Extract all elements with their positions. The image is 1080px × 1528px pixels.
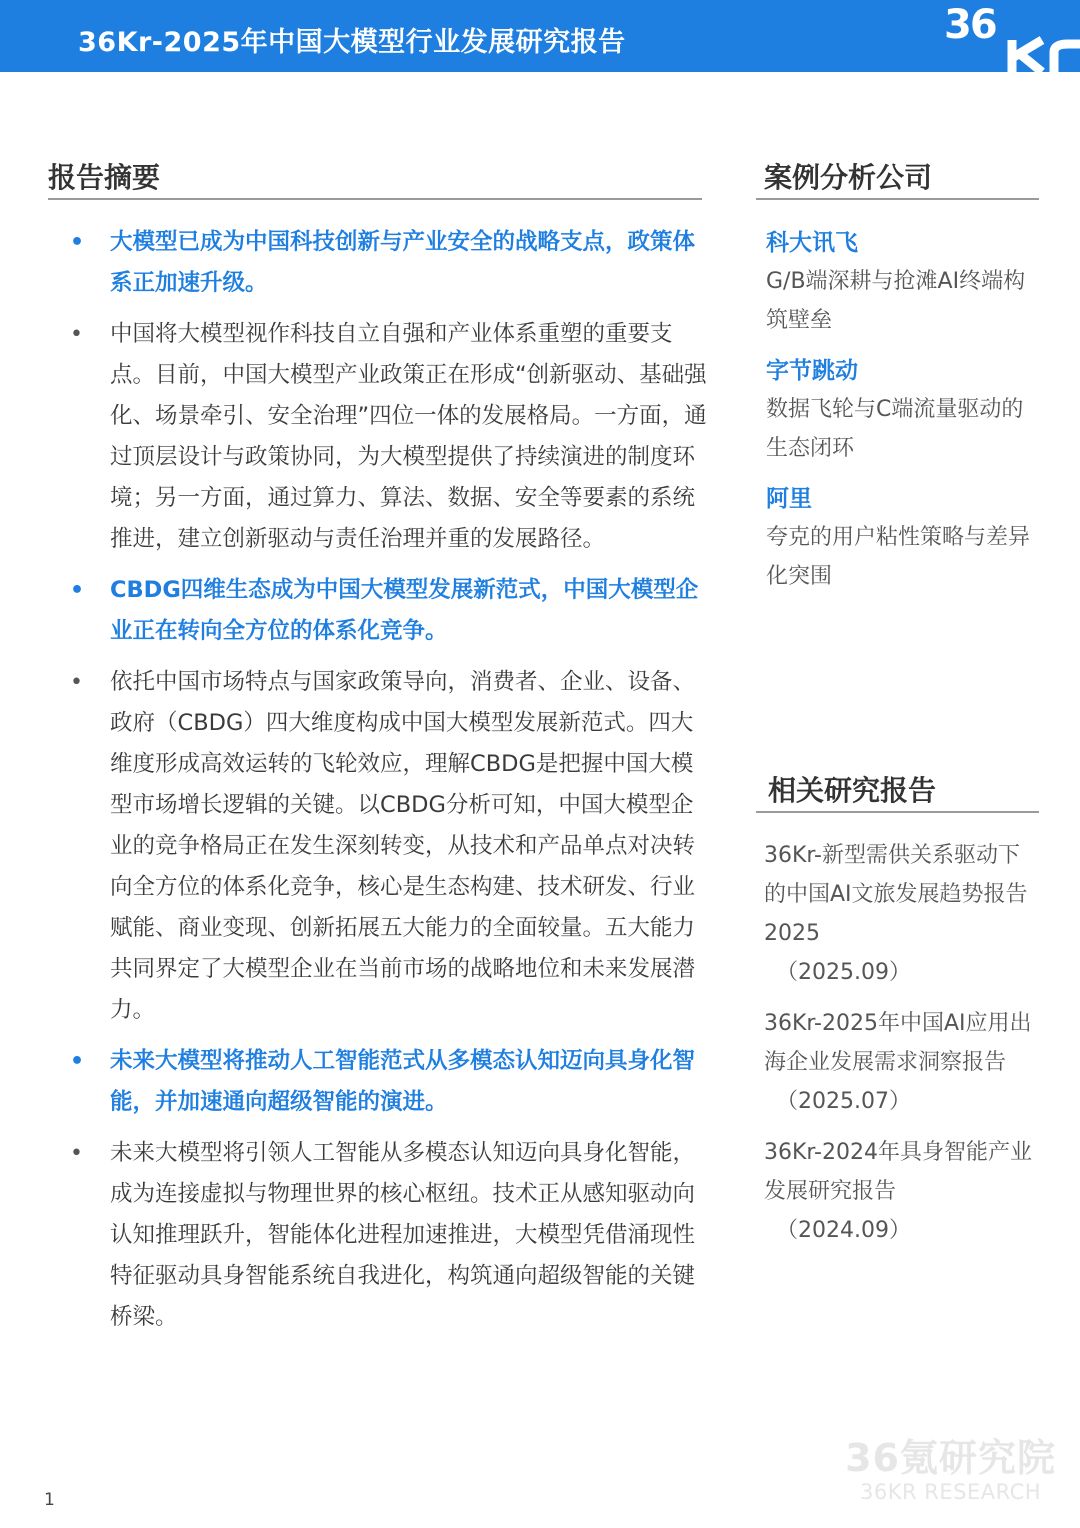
case-item: [766, 224, 1036, 340]
related-report-item: [764, 1133, 1036, 1250]
related-report-date: （2025.07）: [776, 1089, 911, 1114]
summary-paragraph: • 未来大模型将引领人工智能从多模态认知迈向具身化智能，成为连接虚拟与物理世界的核心枢纽。技术正从感知驱动向认知推理跃升，智能体化进程加速推进，大模型凭借涌现性特征驱动具身智能系统自我进化，构筑通向超级智能的关键桥梁。: [60, 1133, 710, 1338]
summary-headline: • CBDG四维生态成为中国大模型发展新范式，中国大模型企业正在转向全方位的体系化竞争。: [60, 570, 710, 652]
36kr-logo-icon: [942, 0, 1080, 72]
case-item: [766, 352, 1036, 468]
cases-divider: [756, 198, 1039, 200]
related-report-item: [764, 1004, 1036, 1121]
case-company-name: 字节跳动: [766, 358, 858, 384]
case-description: 夸克的用户粘性策略与差异化突围: [766, 525, 1031, 589]
bullet-icon: •: [70, 1049, 85, 1074]
summary-paragraph: • 中国将大模型视作科技自立自强和产业体系重塑的重要支点。目前，中国大模型产业政策正在形成“创新驱动、基础强化、场景牵引、安全治理”四位一体的发展格局。一方面，通过顶层设计与政策协同，为大模型提供了持续演进的制度环境；另一方面，通过算力、算法、数据、安全等要素的系统推进，建立创新驱动与责任治理并重的发展路径。: [60, 314, 710, 560]
reports-divider: [756, 811, 1039, 813]
summary-title: 报告摘要: [48, 161, 161, 194]
svg-text:36: 36: [944, 2, 996, 48]
bullet-icon: •: [70, 1141, 83, 1166]
case-description: G/B端深耕与抢滩AI终端构筑壁垒: [766, 269, 1026, 333]
bullet-icon: •: [70, 322, 83, 347]
bullet-icon: •: [70, 670, 83, 695]
case-list: [766, 224, 1036, 608]
case-company-name: 科大讯飞: [766, 230, 858, 256]
bullet-icon: •: [70, 230, 85, 255]
summary-headline: • 大模型已成为中国科技创新与产业安全的战略支点，政策体系正加速升级。: [60, 222, 710, 304]
related-report-title: 36Kr-2025年中国AI应用出海企业发展需求洞察报告: [764, 1011, 1032, 1075]
related-report-item: [764, 836, 1036, 992]
related-report-date: （2024.09）: [776, 1218, 911, 1243]
case-item: [766, 480, 1036, 596]
summary-headline: • 未来大模型将推动人工智能范式从多模态认知迈向具身化智能，并加速通向超级智能的演进。: [60, 1041, 710, 1123]
case-description: 数据飞轮与C端流量驱动的生态闭环: [766, 397, 1024, 461]
reports-title: 相关研究报告: [768, 774, 937, 807]
header-bar: [0, 0, 1080, 72]
watermark-main: 36氪研究院: [845, 1436, 1056, 1480]
related-report-title: 36Kr-新型需供关系驱动下的中国AI文旅发展趋势报告2025: [764, 843, 1028, 946]
summary-divider: [48, 198, 702, 200]
bullet-icon: •: [70, 578, 85, 603]
watermark-sub: 36KR RESEARCH: [860, 1480, 1042, 1504]
related-report-title: 36Kr-2024年具身智能产业发展研究报告: [764, 1140, 1032, 1204]
summary-paragraph: • 依托中国市场特点与国家政策导向，消费者、企业、设备、政府（CBDG）四大维度构成中国大模型发展新范式。四大维度形成高效运转的飞轮效应，理解CBDG是把握中国大模型市场增长逻辑的关键。以CBDG分析可知，中国大模型企业的竞争格局正在发生深刻转变，从技术和产品单点对决转向全方位的体系化竞争，核心是生态构建、技术研发、行业赋能、商业变现、创新拓展五大能力的全面较量。五大能力共同界定了大模型企业在当前市场的战略地位和未来发展潜力。: [60, 662, 710, 1031]
related-report-date: （2025.09）: [776, 960, 911, 985]
related-report-list: [764, 836, 1036, 1262]
report-title: 36Kr-2025年中国大模型行业发展研究报告: [78, 27, 626, 58]
case-company-name: 阿里: [766, 486, 812, 512]
summary-list: [60, 222, 710, 1348]
cases-title: 案例分析公司: [764, 161, 933, 194]
page-number: 1: [44, 1490, 55, 1510]
research-watermark: [845, 1436, 1056, 1504]
